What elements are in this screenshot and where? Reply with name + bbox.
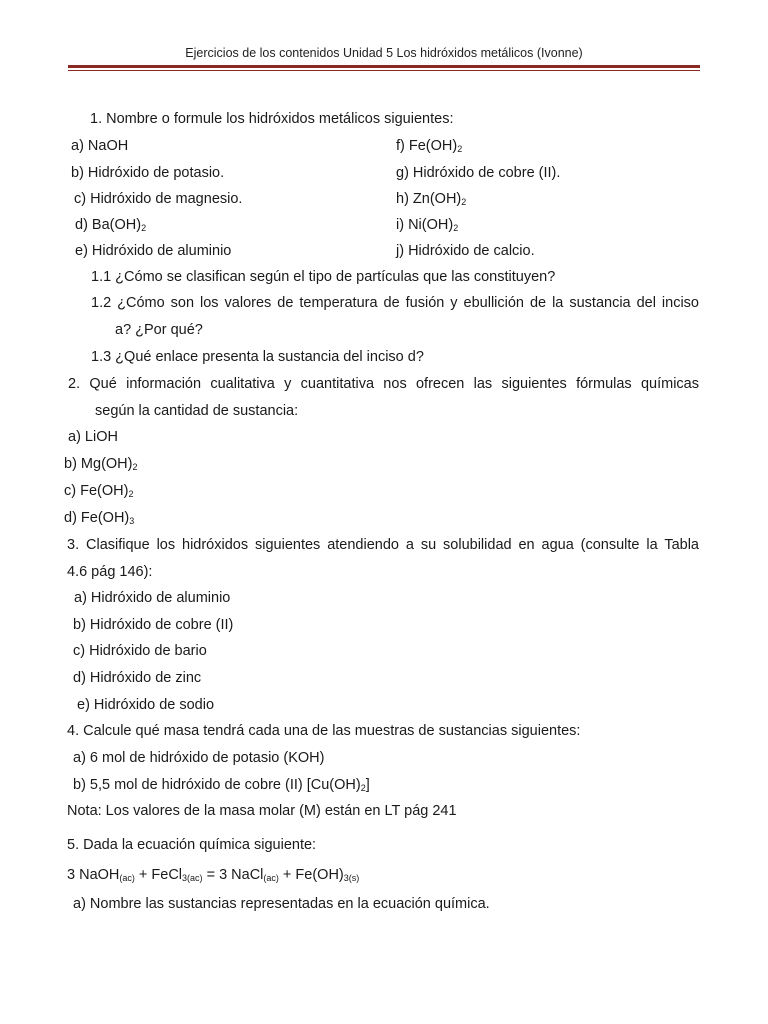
q1-sub-1-1: 1.1 ¿Cómo se clasifican según el tipo de partículas que las constituyen?: [91, 269, 556, 285]
q1-item-b: b) Hidróxido de potasio.: [71, 165, 225, 181]
q3-item-b: b) Hidróxido de cobre (II): [73, 617, 234, 633]
q3-title-cont: 4.6 pág 146):: [67, 564, 153, 580]
q1-item-h: h) $Zn(OH)_2$: [396, 191, 467, 207]
q3-item-c: c) Hidróxido de bario: [73, 643, 207, 659]
q1-item-i: i) $Ni(OH)_2$: [396, 217, 459, 233]
q1-sub-1-2-cont: a? ¿Por qué?: [115, 322, 203, 338]
q1-item-e: e) Hidróxido de aluminio: [75, 243, 232, 259]
q1-item-c: c) Hidróxido de magnesio.: [74, 191, 243, 207]
page-header: Ejercicios de los contenidos Unidad 5 Los hidróxidos metálicos (Ivonne): [185, 46, 583, 60]
q3-item-a: a) Hidróxido de aluminio: [74, 590, 231, 606]
q4-title: 4. Calcule qué masa tendrá cada una de las muestras de sustancias siguientes:: [67, 723, 581, 739]
q3-item-e: e) Hidróxido de sodio: [77, 697, 215, 713]
q1-item-f: f) $Fe(OH)_2$: [396, 138, 463, 154]
q2-item-d: d) $Fe(OH)_3$: [64, 510, 135, 526]
q4-item-b: b) 5,5 mol de hidróxido de cobre (II) $[Cu(OH)_2]$: [73, 777, 370, 793]
header-rule-thick: [68, 65, 700, 68]
q2-title-cont: según la cantidad de sustancia:: [95, 403, 299, 419]
q1-item-a: a) NaOH: [71, 138, 129, 154]
q5-chemical-equation: 3 NaOH$_{(ac)}$ + FeCl$_{3(ac)}$ = 3 NaCl$_{(ac)}$ + $Fe(OH)_{3(s)}$: [67, 867, 360, 883]
q1-item-g: g) Hidróxido de cobre (II).: [396, 165, 561, 181]
q1-sub-1-3: 1.3 ¿Qué enlace presenta la sustancia del inciso d?: [91, 349, 424, 365]
q1-item-j: j) Hidróxido de calcio.: [396, 243, 535, 259]
q2-item-a: a) LiOH: [68, 429, 118, 445]
q5-title: 5. Dada la ecuación química siguiente:: [67, 837, 317, 853]
header-rule-thin: [68, 70, 700, 71]
q2-item-b: b) $Mg(OH)_2$: [64, 456, 138, 472]
q4-item-a: a) 6 mol de hidróxido de potasio (KOH): [73, 750, 325, 766]
q2-title: 2. Qué información cualitativa y cuantitativa nos ofrecen las siguientes fórmulas químicas: [68, 376, 699, 392]
q2-item-c: c) $Fe(OH)_2$: [64, 483, 134, 499]
q5-item-a: a) Nombre las sustancias representadas en la ecuación química.: [73, 896, 490, 912]
q1-title: 1. Nombre o formule los hidróxidos metálicos siguientes:: [90, 111, 454, 127]
q1-item-d: d) $Ba(OH)_2$: [75, 217, 147, 233]
q3-title: 3. Clasifique los hidróxidos siguientes atendiendo a su solubilidad en agua (consulte la Tabla: [67, 537, 699, 553]
q1-sub-1-2: 1.2 ¿Cómo son los valores de temperatura de fusión y ebullición de la sustancia del inciso: [91, 295, 699, 311]
q4-note: Nota: Los valores de la masa molar (M) están en LT pág 241: [67, 803, 457, 819]
q3-item-d: d) Hidróxido de zinc: [73, 670, 202, 686]
